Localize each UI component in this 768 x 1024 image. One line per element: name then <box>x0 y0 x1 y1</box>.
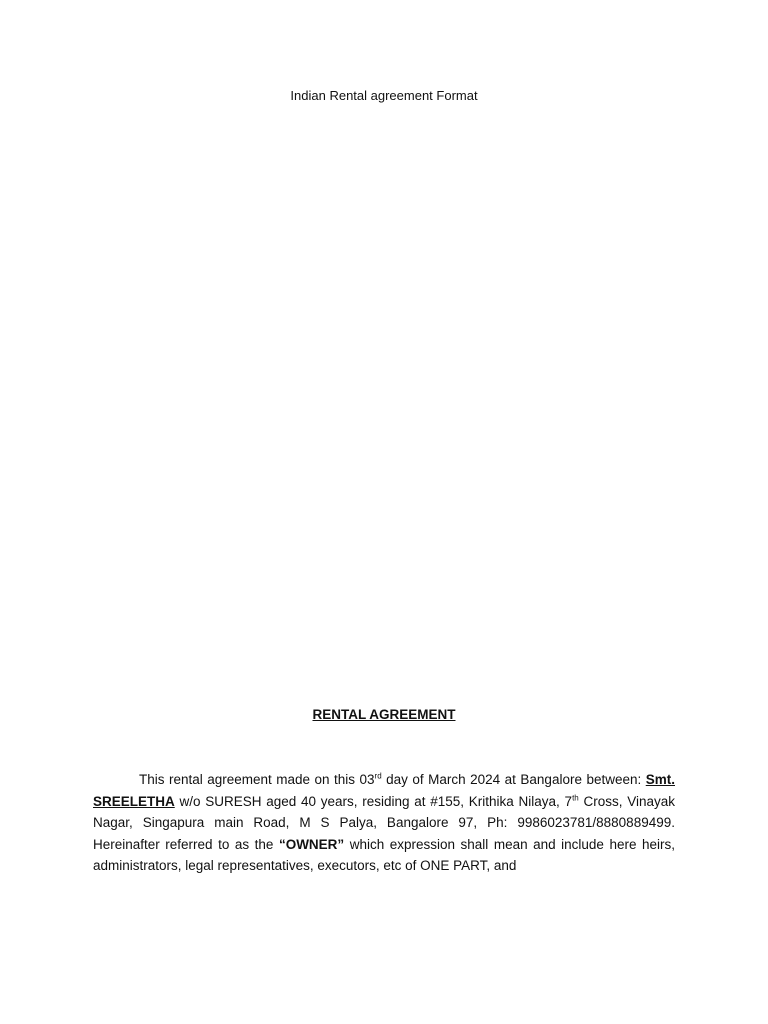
page-header: Indian Rental agreement Format <box>290 88 478 103</box>
para-text-3: w/o SURESH aged 40 years, residing at #155, Krithika Nilaya, 7 <box>174 793 573 809</box>
ordinal-suffix-rd: rd <box>374 771 382 781</box>
ordinal-suffix-th: th <box>572 793 579 802</box>
para-text-1: This rental agreement made on this 03 <box>139 772 375 787</box>
owner-name: Smt. SREELETHA <box>93 772 675 809</box>
agreement-title: RENTAL AGREEMENT <box>312 707 456 722</box>
owner-term: “OWNER” <box>278 836 345 852</box>
para-text-5: which expression shall mean and include here heirs, administrators, legal representatives, executors, etc of ONE PART, and <box>93 836 675 873</box>
agreement-paragraph <box>93 769 675 877</box>
para-text-2: day of March 2024 at Bangalore between: <box>381 772 646 787</box>
para-text-4: Cross, Vinayak Nagar, Singapura main Road, M S Palya, Bangalore 97, Ph: 9986023781/8880889499. Hereinafter referred to as the <box>93 793 675 852</box>
